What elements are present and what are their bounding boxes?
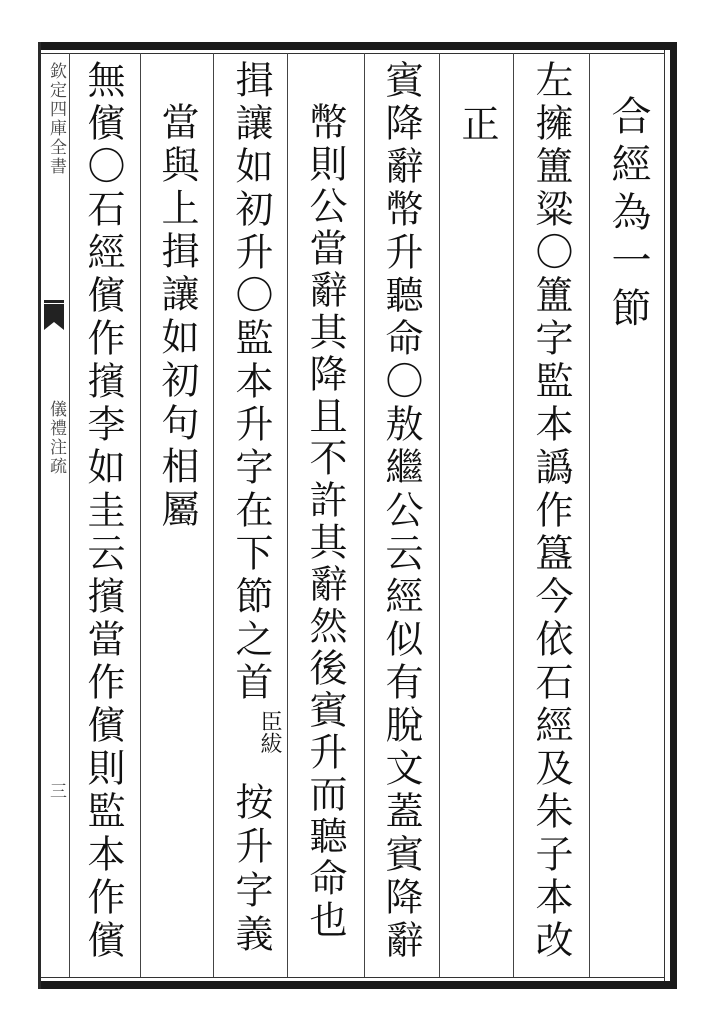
column-divider xyxy=(513,53,514,977)
text-column-8: 無儐〇石經儐作擯李如圭云擯當作儐則監本作儐 xyxy=(81,60,125,963)
book-series-title: 欽定四庫全書 xyxy=(46,62,66,176)
book-section-title: 儀禮注疏 xyxy=(46,400,66,476)
frame-inner-right-line xyxy=(664,50,665,981)
column-divider xyxy=(69,53,70,977)
text-column-6: 揖讓如初升〇監本升字在下節之首 xyxy=(229,60,273,705)
text-column-5: 幣則公當辭其降且不許其辭然後賓升而聽命也 xyxy=(303,102,347,942)
column-divider xyxy=(213,53,214,977)
fish-tail-mark-icon xyxy=(42,300,66,334)
column-divider xyxy=(140,53,141,977)
frame-inner-top-line xyxy=(41,53,664,54)
text-column-1: 合經為一節 xyxy=(605,95,651,335)
column-divider xyxy=(364,53,365,977)
text-column-4: 賓降辭幣升聽命〇敖繼公云經似有脫文蓋賓降辭 xyxy=(379,60,423,963)
frame-top-border xyxy=(38,42,676,50)
column-divider xyxy=(589,53,590,977)
column-divider xyxy=(439,53,440,977)
text-column-6-continued: 按升字義 xyxy=(229,782,273,958)
text-column-2: 左擁簠粱〇簠字監本譌作簋今依石經及朱子本改 xyxy=(529,60,573,963)
column-divider xyxy=(287,53,288,977)
page-number: 三 xyxy=(46,782,66,801)
text-column-7: 當與上揖讓如初句相屬 xyxy=(155,102,199,532)
frame-bottom-border xyxy=(38,981,676,989)
annotation-note: 臣紱 xyxy=(257,710,282,754)
book-spine-margin xyxy=(41,53,69,977)
text-column-3: 正 xyxy=(455,104,499,145)
frame-inner-bottom-line xyxy=(41,977,664,978)
frame-right-border xyxy=(670,42,677,989)
